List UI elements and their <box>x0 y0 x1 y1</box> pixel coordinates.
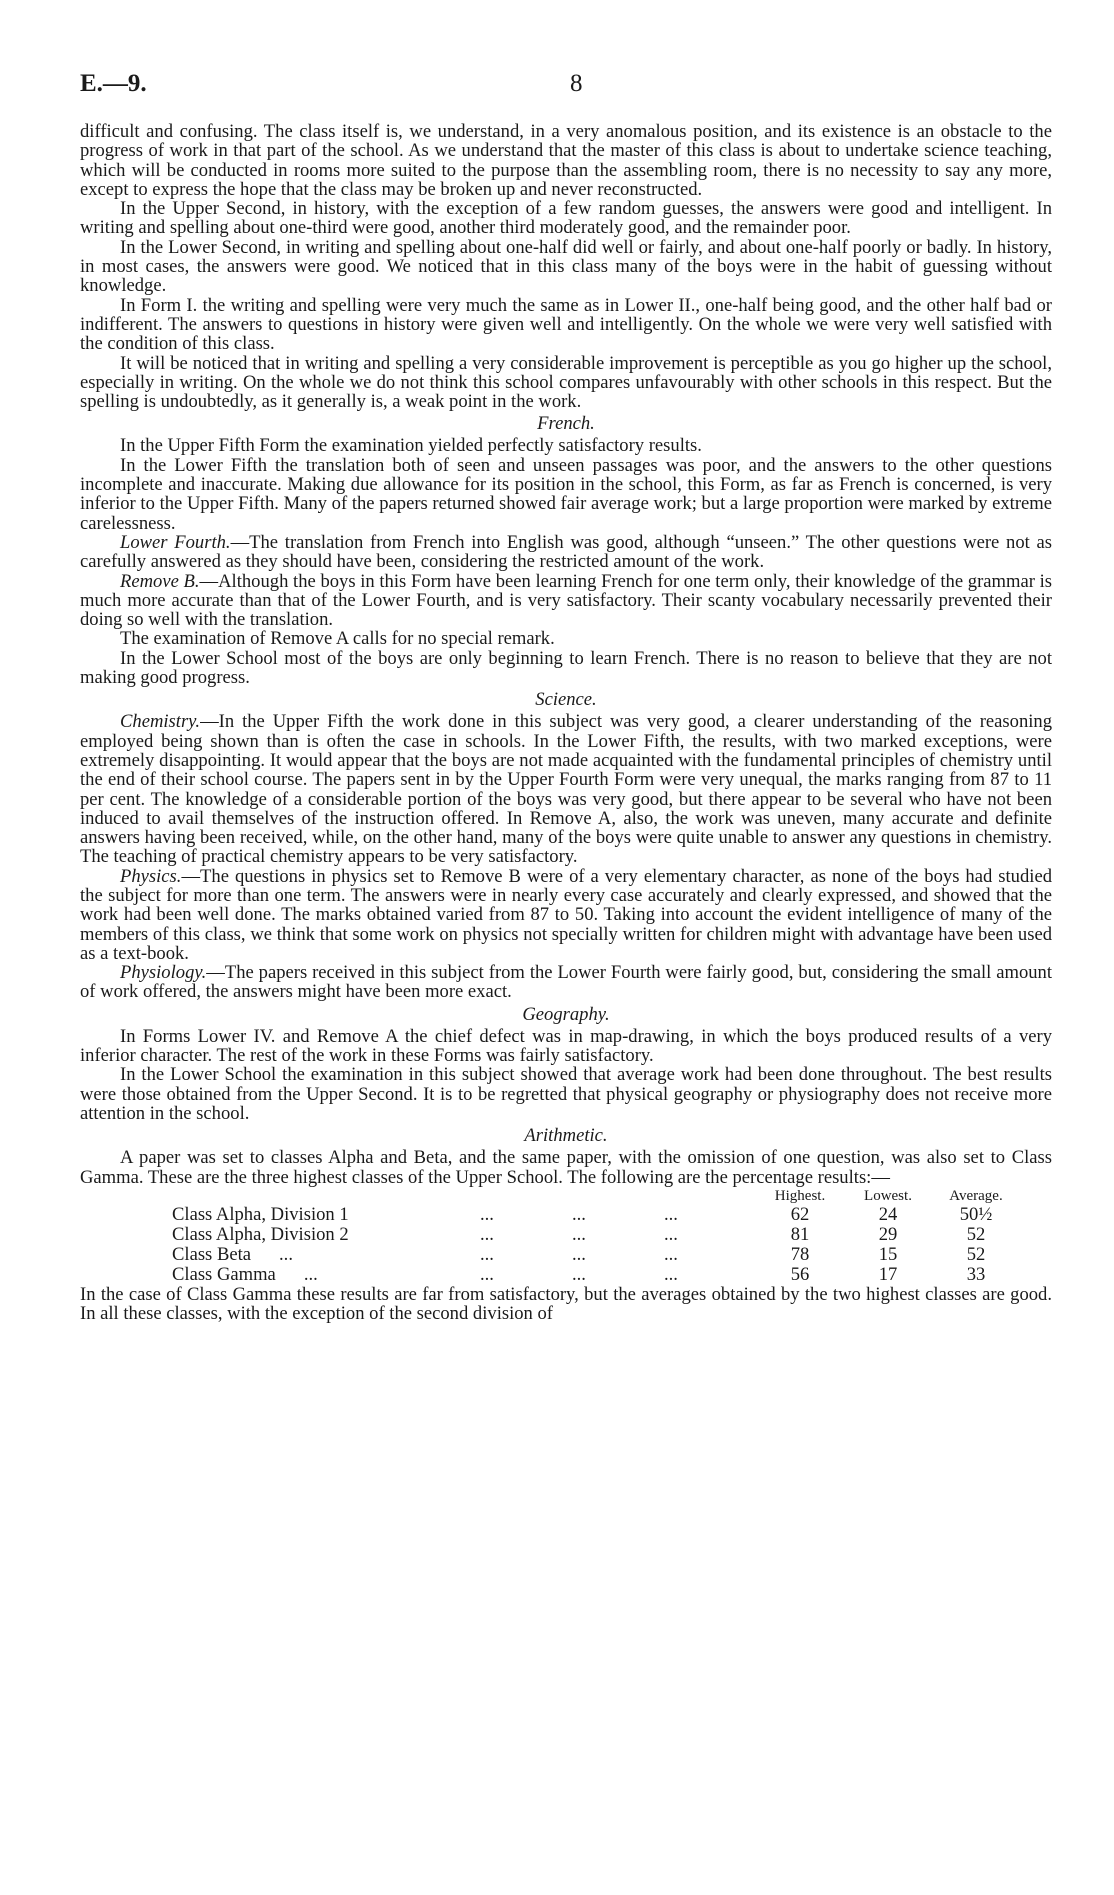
column-spacer <box>172 1187 480 1205</box>
paragraph-lead: Physics. <box>120 865 182 887</box>
body-text <box>80 122 1052 1323</box>
column-spacer <box>572 1187 664 1205</box>
paragraph-text: In Form I. the writing and spelling were very much the same as in Lower II., one-half being good, and the other half bad or indifferent. The answers to questions in history were given well and intelligently. On the whole we were very well satisfied with the condition of this class. <box>80 294 1052 355</box>
paragraph-text: —The translation from French into English was good, although “unseen.” The other questions were not as carefully answered as they should have been, considering the restricted amount of the work. <box>80 531 1052 573</box>
dot-leader: ... <box>480 1243 494 1265</box>
section-heading: Arithmetic. <box>524 1125 608 1147</box>
paragraph-text: In the Lower Second, in writing and spelling about one-half did well or fairly, and about one-half poorly or badly. In history, in most cases, the answers were good. We noticed that in this class many of the boys were in the habit of guessing without knowledge. <box>80 236 1052 297</box>
section-heading: Science. <box>535 689 597 711</box>
paragraph <box>80 1027 1052 1066</box>
dot-leader: ... <box>664 1203 678 1225</box>
paragraph-lead: Chemistry. <box>120 711 201 733</box>
dot-leader: ... <box>303 1263 318 1285</box>
dot-leader: ... <box>664 1263 678 1285</box>
section-heading: Geography. <box>522 1003 610 1025</box>
paragraph <box>80 533 1052 572</box>
paragraph-text: —Although the boys in this Form have been learning French for one term only, their knowledge of the grammar is much more accurate than that of the Lower Fourth, and is very satisfactory. Their scanty vocabulary necessarily prevented their doing so well with the translation. <box>80 570 1052 631</box>
paragraph-text: In the Lower School the examination in this subject showed that average work had been done throughout. The best results were those obtained from the Upper Second. It is to be regretted that physical geography or physiography does not receive more attention in the school. <box>80 1064 1052 1124</box>
class-name: Class Alpha, Division 2 <box>172 1223 349 1245</box>
dot-leader: ... <box>279 1243 293 1265</box>
highest-value: 81 <box>790 1223 810 1245</box>
paragraph-text: —The questions in physics set to Remove B were of a very elementary character, as none of the boys had studied the subject for more than one term. The answers were in nearly every case accurately and clearly expressed, and showed that the work had been well done. The marks obtained varied from 87 to 50. Taking into account the evident intelligence of many of the members of this class, we think that some work on physics not specially written for children might with advantage have been used as a text-book. <box>80 865 1052 964</box>
paragraph-lead: Physiology. <box>120 962 207 984</box>
paragraph-lead: Lower Fourth. <box>120 531 231 553</box>
section-heading: French. <box>537 413 595 435</box>
dot-leader: ... <box>664 1243 678 1265</box>
paragraph <box>80 572 1052 630</box>
highest-value: 56 <box>790 1263 810 1285</box>
paragraph-text: In Forms Lower IV. and Remove A the chief defect was in map-drawing, in which the boys produced results of a very inferior character. The rest of the work in these Forms was fairly satisfactory. <box>80 1025 1052 1067</box>
average-value: 52 <box>966 1243 986 1265</box>
table-row <box>172 1205 1020 1225</box>
lowest-value: 15 <box>878 1243 898 1265</box>
class-name-text: Class Gamma <box>172 1263 276 1285</box>
paragraph <box>80 1285 1052 1324</box>
lowest-value: 17 <box>878 1263 898 1285</box>
lowest-value: 29 <box>878 1223 898 1245</box>
paragraph-text: —The papers received in this subject from the Lower Fourth were fairly good, but, considering the small amount of work offered, the answers might have been more exact. <box>80 962 1052 1003</box>
paragraph <box>80 867 1052 963</box>
average-value: 52 <box>966 1223 986 1245</box>
column-spacer <box>664 1187 756 1205</box>
table-row <box>172 1265 1020 1285</box>
paragraph <box>80 436 1052 455</box>
paragraph-text: In the Lower School most of the boys are only beginning to learn French. There is no reason to believe that they are not making good progress. <box>80 647 1052 689</box>
dot-leader: ... <box>480 1223 494 1245</box>
column-spacer <box>480 1187 572 1205</box>
paragraph-text: In the Upper Fifth Form the examination yielded perfectly satisfactory results. <box>120 435 702 457</box>
average-value: 33 <box>966 1263 986 1285</box>
dot-leader: ... <box>664 1223 678 1245</box>
page-number: 8 <box>570 70 583 97</box>
highest-value: 62 <box>790 1203 810 1225</box>
paragraph <box>80 238 1052 296</box>
paragraph-text: It will be noticed that in writing and spelling a very considerable improvement is perceptible as you go higher up the school, especially in writing. On the whole we do not think this school compares unfavourably with other schools in this respect. But the spelling is undoubtedly, as it generally is, a weak point in the work. <box>80 352 1052 413</box>
highest-value: 78 <box>790 1243 810 1265</box>
paragraph-text: A paper was set to classes Alpha and Beta, and the same paper, with the omission of one question, was also set to Class Gamma. These are the three highest classes of the Upper School. The following are the percentage results:— <box>80 1147 1052 1188</box>
paragraph <box>80 122 1052 199</box>
paragraph <box>80 1148 1052 1187</box>
dot-leader: ... <box>480 1263 494 1285</box>
paragraph-text: In the Lower Fifth the translation both of seen and unseen passages was poor, and the answers to the other questions incomplete and inaccurate. Making due allowance for its position in the school, this Form, as far as French is concerned, is very inferior to the Upper Fifth. Many of the papers returned showed fair average work; but a large proportion were marked by extreme carelessness. <box>80 454 1052 534</box>
document-reference: E.—9. <box>80 70 147 97</box>
column-header: Lowest. <box>864 1187 912 1204</box>
paragraph-lead: Remove B. <box>120 570 200 592</box>
average-value: 50½ <box>959 1203 993 1225</box>
column-header: Highest. <box>774 1187 826 1204</box>
class-name <box>172 1245 480 1265</box>
paragraph-text: In the case of Class Gamma these results are far from satisfactory, but the averages obtained by the two highest classes are good. In all these classes, with the exception of the second division of <box>80 1283 1052 1325</box>
column-header: Average. <box>949 1187 1003 1204</box>
paragraph <box>80 629 1052 648</box>
paragraph-text: —In the Upper Fifth the work done in this subject was very good, a clearer understanding of the reasoning employed being shown than is often the case in schools. In the Lower Fifth, the results, with two marked exceptions, were extremely disappointing. It would appear that the boys are not made acquainted with the fundamental principles of chemistry until the end of their school course. The papers sent in by the Upper Fourth Form were very unequal, the marks ranging from 87 to 11 per cent. The knowledge of a considerable portion of the boys was very good, but there appear to be several who have not been induced to avail themselves of the instruction offered. In Remove A, also, the work was uneven, many accurate and definite answers having been received, while, on the other hand, many of the boys were quite unable to answer any questions in chemistry. The teaching of practical chemistry appears to be very satisfactory. <box>80 711 1052 868</box>
table-row <box>172 1225 1020 1245</box>
class-name-text: Class Beta <box>172 1243 252 1265</box>
paragraph <box>80 1065 1052 1123</box>
paragraph <box>80 354 1052 412</box>
paragraph <box>80 712 1052 866</box>
paragraph <box>80 649 1052 688</box>
paragraph-text: difficult and confusing. The class itself is, we understand, in a very anomalous position, and its existence is an obstacle to the progress of work in that part of the school. As we understand that the master of this class is about to undertake science teaching, which will be conducted in rooms more suited to the purpose than the assembling room, there is no necessity to say any more, except to express the hope that the class may be broken up and never reconstructed. <box>80 121 1052 200</box>
dot-leader: ... <box>572 1243 586 1265</box>
paragraph <box>80 963 1052 1002</box>
table-row <box>172 1245 1020 1265</box>
results-table <box>172 1187 1020 1285</box>
dot-leader: ... <box>572 1223 586 1245</box>
class-name: Class Alpha, Division 1 <box>172 1203 349 1225</box>
table-header-row <box>172 1187 1020 1205</box>
paragraph <box>80 456 1052 533</box>
paragraph-text: The examination of Remove A calls for no special remark. <box>120 628 555 650</box>
class-name <box>172 1265 480 1285</box>
paragraph <box>80 199 1052 238</box>
paragraph-text: In the Upper Second, in history, with the exception of a few random guesses, the answers were good and intelligent. In writing and spelling about one-third were good, another third moderately good, and the remainder poor. <box>80 198 1052 239</box>
dot-leader: ... <box>480 1203 494 1225</box>
dot-leader: ... <box>572 1263 586 1285</box>
lowest-value: 24 <box>878 1203 898 1225</box>
paragraph <box>80 296 1052 354</box>
dot-leader: ... <box>572 1203 586 1225</box>
